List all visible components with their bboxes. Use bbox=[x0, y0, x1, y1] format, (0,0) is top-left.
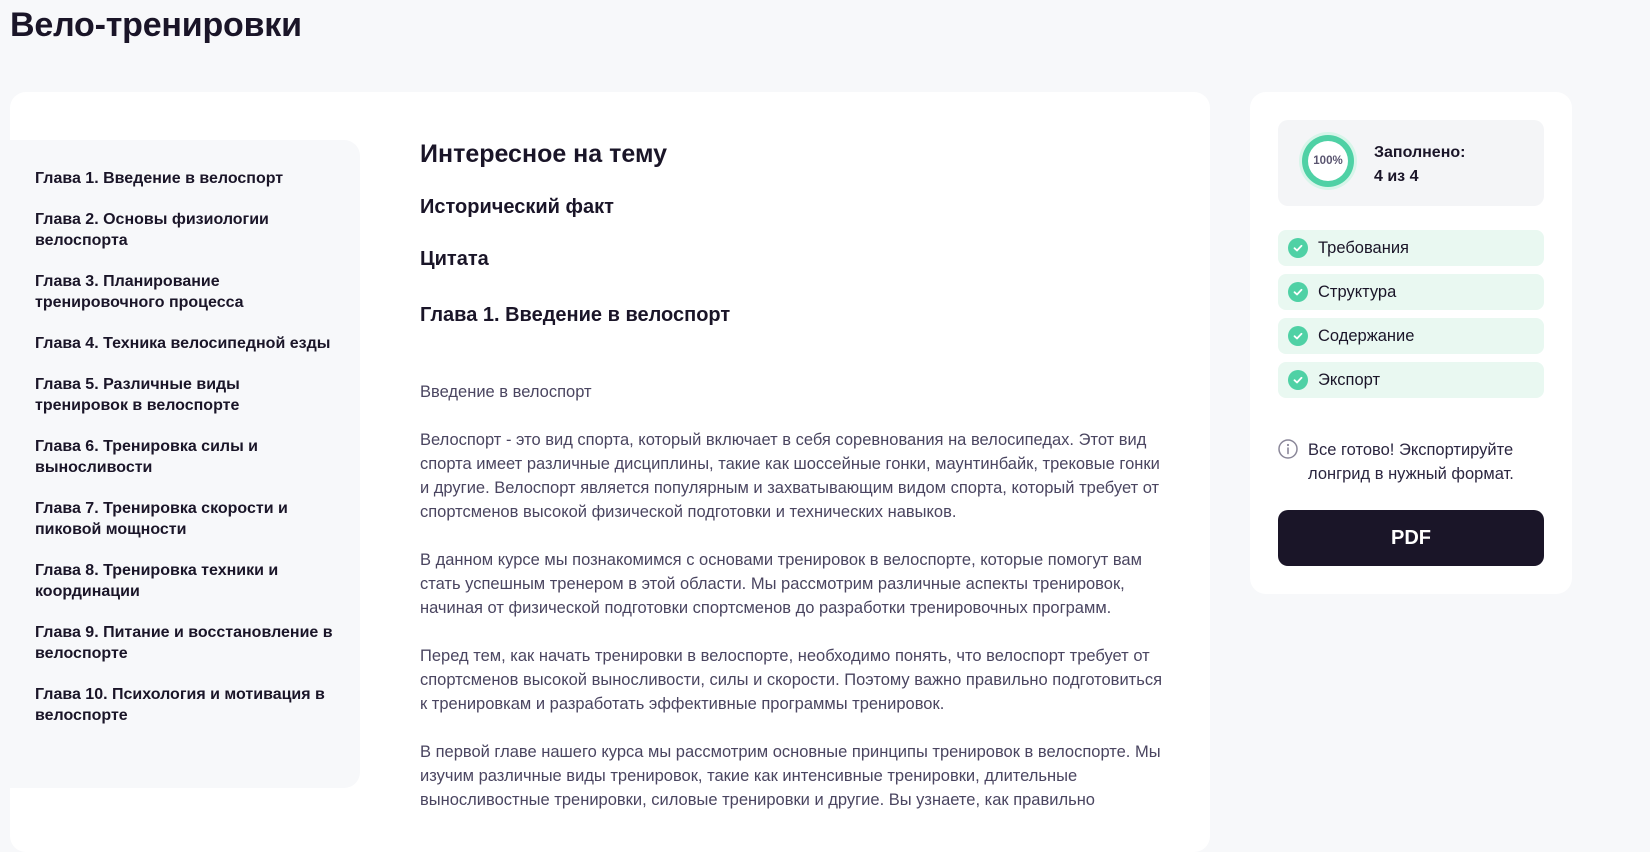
toc-item-chapter-4[interactable]: Глава 4. Техника велосипедной езды bbox=[35, 335, 331, 352]
toc-item-chapter-9[interactable]: Глава 9. Питание и восстановление в велоспорте bbox=[35, 624, 333, 662]
paragraph: В данном курсе мы познакомимся с основами тренировок в велоспорте, которые помогут вам стать успешным тренером в этой области. Мы рассмотрим различные аспекты тренировок, начиная от физической подготовки спортсменов до разработки тренировочных программ. bbox=[420, 551, 1142, 617]
check-circle-icon bbox=[1288, 282, 1308, 302]
info-text: Все готово! Экспортируйте лонгрид в нужный формат. bbox=[1308, 441, 1514, 483]
checklist-item-requirements[interactable] bbox=[1278, 230, 1544, 266]
checklist-label: Содержание bbox=[1318, 326, 1415, 345]
paragraph: В первой главе нашего курса мы рассмотрим основные принципы тренировок в велоспорте. Мы изучим различные виды тренировок, такие как интенсивные тренировки, длительные выносливостные тренировки, силовые тренировки и другие. Вы узнаете, как правильно bbox=[420, 743, 1161, 809]
toc-item-chapter-7[interactable]: Глава 7. Тренировка скорости и пиковой мощности bbox=[35, 500, 288, 538]
checklist-item-content[interactable] bbox=[1278, 318, 1544, 354]
progress-summary bbox=[1278, 120, 1544, 206]
checklist-label: Экспорт bbox=[1318, 370, 1380, 389]
article-body bbox=[420, 380, 1170, 836]
checklist-label: Требования bbox=[1318, 238, 1409, 257]
toc-item-chapter-1[interactable]: Глава 1. Введение в велоспорт bbox=[35, 170, 284, 187]
check-circle-icon bbox=[1288, 238, 1308, 258]
progress-sidebar bbox=[1250, 92, 1572, 594]
subheading-historical-fact: Исторический факт bbox=[420, 196, 614, 218]
progress-label bbox=[1374, 141, 1465, 189]
check-circle-icon bbox=[1288, 326, 1308, 346]
paragraph: Введение в велоспорт bbox=[420, 383, 592, 401]
toc-item-chapter-6[interactable]: Глава 6. Тренировка силы и выносливости bbox=[35, 438, 259, 476]
checklist-label: Структура bbox=[1318, 282, 1397, 301]
checklist-item-export[interactable] bbox=[1278, 362, 1544, 398]
filled-label: Заполнено: bbox=[1374, 144, 1466, 161]
toc-item-chapter-10[interactable]: Глава 10. Психология и мотивация в велоспорте bbox=[35, 686, 325, 724]
section-heading: Интересное на тему bbox=[420, 140, 668, 168]
toc-item-chapter-8[interactable]: Глава 8. Тренировка техники и координации bbox=[35, 562, 279, 600]
info-icon bbox=[1278, 439, 1298, 459]
subheading-quote: Цитата bbox=[420, 248, 489, 270]
subheading-chapter-1: Глава 1. Введение в велоспорт bbox=[420, 304, 731, 326]
check-circle-icon bbox=[1288, 370, 1308, 390]
toc-item-chapter-2[interactable]: Глава 2. Основы физиологии велоспорта bbox=[35, 211, 269, 249]
checklist-item-structure[interactable] bbox=[1278, 274, 1544, 310]
paragraph: Велоспорт - это вид спорта, который включает в себя соревнования на велосипедах. Этот вид спорта имеет различные дисциплины, такие как шоссейные гонки, маунтинбайк, трековые гонки и другие. Велоспорт является популярным и захватывающим видом спорта, который требует от спортсменов высокой физической подготовки и технических навыков. bbox=[420, 431, 1160, 521]
export-pdf-button[interactable]: PDF bbox=[1278, 510, 1544, 566]
paragraph: Перед тем, как начать тренировки в велоспорте, необходимо понять, что велоспорт требует от спортсменов высокой выносливости, силы и скорости. Поэтому важно правильно подготовиться к тренировкам и разработать эффективные программы тренировок. bbox=[420, 647, 1163, 713]
filled-count: 4 из 4 bbox=[1374, 168, 1419, 185]
toc-item-chapter-5[interactable]: Глава 5. Различные виды тренировок в велоспорте bbox=[35, 376, 240, 414]
checklist bbox=[1278, 230, 1544, 406]
main-card bbox=[10, 92, 1210, 852]
progress-percent: 100% bbox=[1308, 141, 1348, 181]
table-of-contents bbox=[10, 140, 360, 788]
toc-item-chapter-3[interactable]: Глава 3. Планирование тренировочного процесса bbox=[35, 273, 244, 311]
progress-ring bbox=[1302, 135, 1354, 187]
page-title: Вело-тренировки bbox=[10, 6, 302, 44]
export-info bbox=[1278, 438, 1544, 486]
